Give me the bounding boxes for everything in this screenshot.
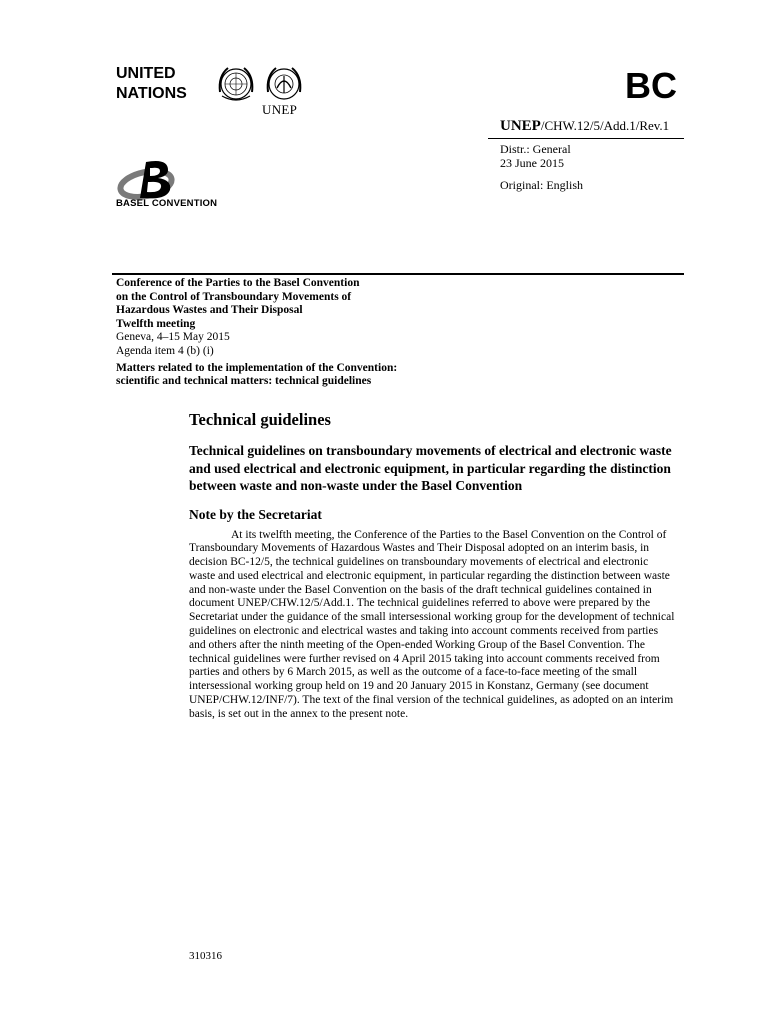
document-title: Technical guidelines: [189, 410, 331, 429]
basel-convention-logo-icon: [116, 156, 188, 202]
conference-line: Conference of the Parties to the Basel Convention: [116, 277, 360, 289]
agenda-title: [116, 362, 446, 389]
document-symbol-rest: /CHW.12/5/Add.1/Rev.1: [540, 118, 670, 133]
meeting-block: [116, 277, 446, 389]
job-number: 310316: [189, 950, 222, 962]
org-name-line1: UNITED: [116, 65, 176, 82]
header-rule: [112, 273, 684, 275]
unep-emblem-icon: [268, 68, 301, 99]
basel-convention-label: BASEL CONVENTION: [116, 198, 218, 209]
conference-line: Hazardous Wastes and Their Disposal: [116, 304, 303, 317]
body-paragraph: At its twelfth meeting, the Conference of the Parties to the Basel Convention on the Control of Transboundary Movements of Hazardous Wastes and Their Disposal adopted on an interim basis, in decision BC-12/5, the technical guidelines on transboundary movements of electrical and electronic waste and used electrical and electronic equipment, in particular regarding the distinction between waste and non-waste under the Basel Convention on the basis of the draft technical guidelines contained in document UNEP/CHW.12/5/Add.1. The technical guidelines referred to above were prepared by the Secretariat under the guidance of the small intersessional working group for the development of technical guidelines on electronic and electrical wastes and taking into account comments received from parties and others after the ninth meeting of the Open-ended Working Group of the Basel Convention. The technical guidelines were further revised on 4 April 2015 taking into account comments received from parties and others by 6 March 2015, as well as the outcome of a face-to-face meeting of the small intersessional working group held on 19 and 20 January 2015 in Konstanz, Germany (see document UNEP/CHW.12/INF/7). The text of the final version of the technical guidelines, as adopted on an interim basis, is set out in the annex to the present note.: [189, 528, 675, 720]
agenda-item: Agenda item 4 (b) (i): [116, 344, 214, 357]
symbol-rule: [488, 138, 684, 139]
main-content: [189, 410, 677, 722]
conference-line: on the Control of Transboundary Movements of: [116, 290, 352, 303]
document-symbol: [500, 118, 669, 135]
document-subtitle: Technical guidelines on transboundary movements of electrical and electronic waste and used electrical and electronic equipment, in particular regarding the distinction between waste and non-waste under the Basel Convention: [189, 443, 672, 493]
note-heading: Note by the Secretariat: [189, 506, 322, 522]
unep-label: UNEP: [262, 102, 298, 117]
meeting-place-date: Geneva, 4–15 May 2015: [116, 331, 230, 344]
document-symbol-lead: UNEP: [500, 118, 541, 134]
distribution: Distr.: General: [500, 142, 571, 156]
org-name: [116, 64, 187, 104]
agenda-title-line: scientific and technical matters: technical guidelines: [116, 375, 372, 388]
meeting-number: Twelfth meeting: [116, 317, 196, 330]
original-language: Original: English: [500, 178, 583, 192]
document-date: 23 June 2015: [500, 156, 564, 170]
agenda-title-line: Matters related to the implementation of the Convention:: [116, 361, 398, 374]
bc-mark: BC: [625, 65, 677, 106]
un-emblem-icon: [220, 68, 253, 100]
org-name-line2: NATIONS: [116, 85, 187, 102]
